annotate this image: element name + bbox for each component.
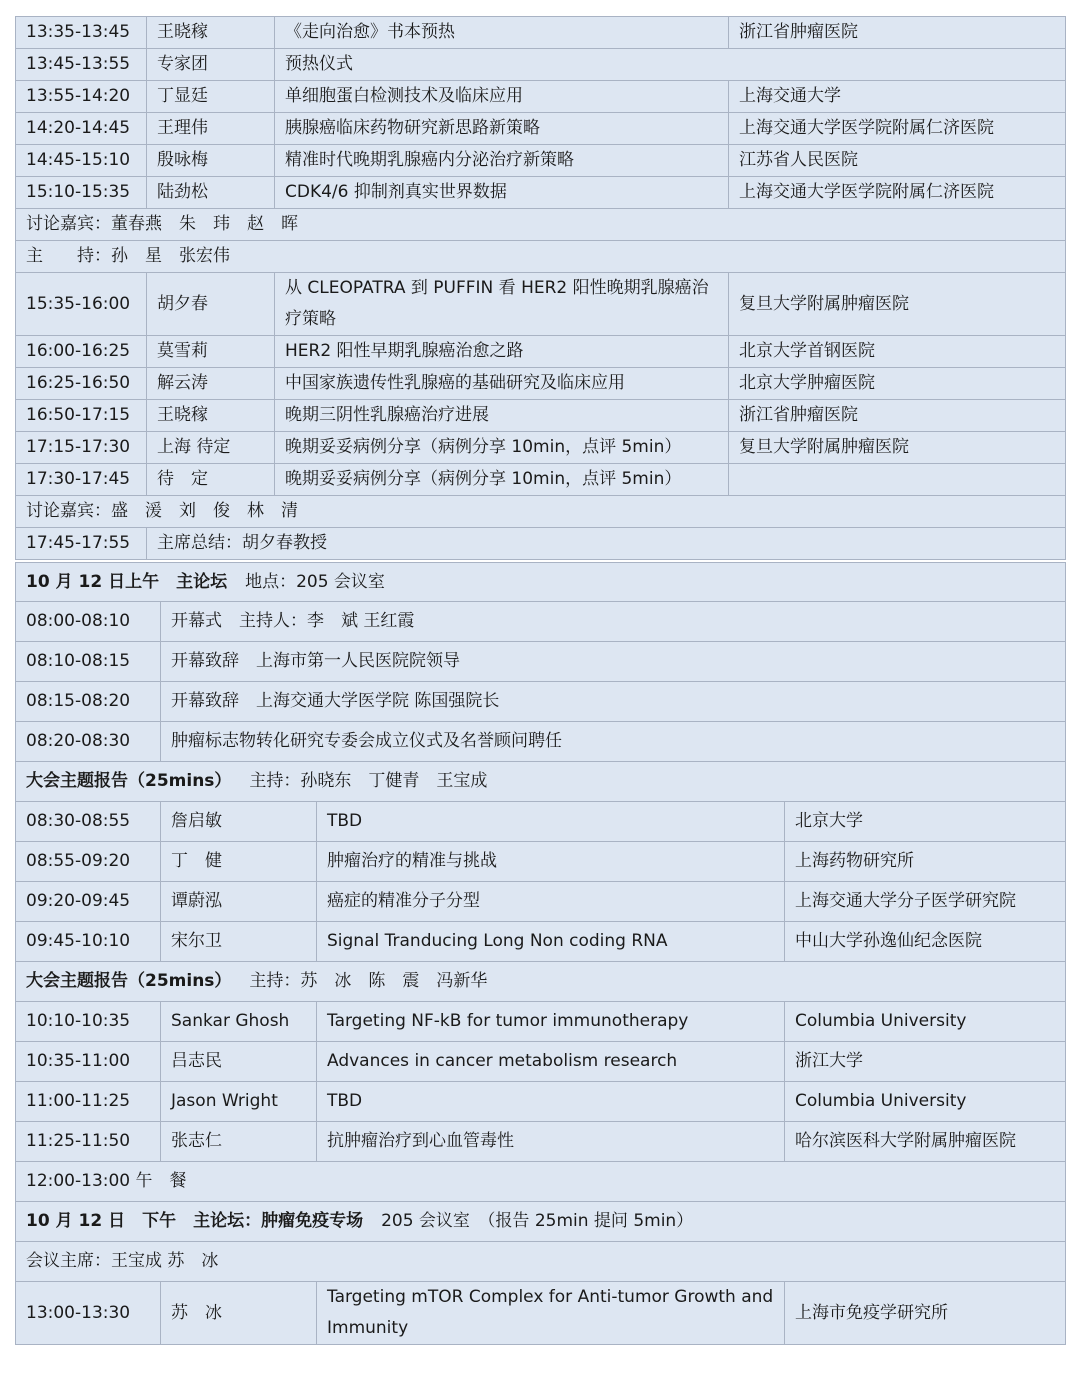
table-row (16, 1082, 1066, 1122)
time-cell: 11:25-11:50 (16, 1122, 161, 1162)
table-row (16, 1042, 1066, 1082)
table-row (16, 496, 1066, 528)
time-cell: 13:35-13:45 (16, 17, 147, 49)
table-row (16, 81, 1066, 113)
org-cell: 上海交通大学医学院附属仁济医院 (729, 113, 1066, 145)
topic-cell: 晚期妥妥病例分享（病例分享 10min，点评 5min） (275, 432, 729, 464)
section-header (16, 1202, 1066, 1242)
time-cell: 16:00-16:25 (16, 336, 147, 368)
table-row (16, 464, 1066, 496)
speaker-cell: Sankar Ghosh (161, 1002, 317, 1042)
topic-cell: 晚期三阴性乳腺癌治疗进展 (275, 400, 729, 432)
table-row (16, 1002, 1066, 1042)
table-row (16, 49, 1066, 81)
time-cell: 10:35-11:00 (16, 1042, 161, 1082)
speaker-cell: 殷咏梅 (147, 145, 275, 177)
time-cell: 14:45-15:10 (16, 145, 147, 177)
table-row (16, 113, 1066, 145)
table-row (16, 177, 1066, 209)
table-row (16, 432, 1066, 464)
speaker-cell: 陆劲松 (147, 177, 275, 209)
topic-cell: Advances in cancer metabolism research (317, 1042, 785, 1082)
time-cell: 17:15-17:30 (16, 432, 147, 464)
time-cell: 17:45-17:55 (16, 528, 147, 560)
speaker-cell: 谭蔚泓 (161, 882, 317, 922)
time-cell: 13:45-13:55 (16, 49, 147, 81)
table-row (16, 145, 1066, 177)
time-cell: 15:35-16:00 (16, 273, 147, 336)
speaker-cell: 王理伟 (147, 113, 275, 145)
morning-header-location: 地点：205 会议室 (245, 572, 385, 592)
time-cell: 17:30-17:45 (16, 464, 147, 496)
afternoon-header-info: 205 会议室 （报告 25min 提问 5min） (381, 1211, 694, 1231)
speaker-cell: 胡夕春 (147, 273, 275, 336)
time-cell: 09:20-09:45 (16, 882, 161, 922)
org-cell: 上海市免疫学研究所 (785, 1282, 1066, 1345)
topic-cell: 抗肿瘤治疗到心血管毒性 (317, 1122, 785, 1162)
table-row (16, 336, 1066, 368)
table-row (16, 922, 1066, 962)
table-row (16, 400, 1066, 432)
speaker-cell: 专家团 (147, 49, 275, 81)
speaker-cell: Jason Wright (161, 1082, 317, 1122)
time-cell: 14:20-14:45 (16, 113, 147, 145)
org-cell: 中山大学孙逸仙纪念医院 (785, 922, 1066, 962)
org-cell: 浙江大学 (785, 1042, 1066, 1082)
section-header (16, 563, 1066, 602)
org-cell: 复旦大学附属肿瘤医院 (729, 273, 1066, 336)
topic-cell: 癌症的精准分子分型 (317, 882, 785, 922)
speaker-cell: 吕志民 (161, 1042, 317, 1082)
time-cell: 13:00-13:30 (16, 1282, 161, 1345)
time-cell: 08:15-08:20 (16, 682, 161, 722)
topic-cell: 《走向治愈》书本预热 (275, 17, 729, 49)
item-cell: 开幕致辞 上海市第一人民医院院领导 (161, 642, 1066, 682)
session-chair: 会议主席：王宝成 苏 冰 (16, 1242, 1066, 1282)
chair-summary: 主席总结：胡夕春教授 (147, 528, 1066, 560)
time-cell: 08:55-09:20 (16, 842, 161, 882)
org-cell: 北京大学 (785, 802, 1066, 842)
time-cell: 08:00-08:10 (16, 602, 161, 642)
section-header (16, 762, 1066, 802)
table-row (16, 528, 1066, 560)
item-cell: 肿瘤标志物转化研究专委会成立仪式及名誉顾问聘任 (161, 722, 1066, 762)
table-row (16, 17, 1066, 49)
table-row (16, 273, 1066, 336)
lunch-break: 12:00-13:00 午 餐 (16, 1162, 1066, 1202)
org-cell: 复旦大学附属肿瘤医院 (729, 432, 1066, 464)
item-cell: 开幕致辞 上海交通大学医学院 陈国强院长 (161, 682, 1066, 722)
topic-cell: CDK4/6 抑制剂真实世界数据 (275, 177, 729, 209)
keynote-title: 大会主题报告（25mins） (26, 771, 232, 791)
table-row (16, 1122, 1066, 1162)
item-cell: 开幕式 主持人：李 斌 王红霞 (161, 602, 1066, 642)
time-cell: 16:50-17:15 (16, 400, 147, 432)
speaker-cell: 丁 健 (161, 842, 317, 882)
org-cell: 北京大学肿瘤医院 (729, 368, 1066, 400)
topic-cell: Targeting mTOR Complex for Anti-tumor Growth and Immunity (317, 1282, 785, 1345)
table-row (16, 642, 1066, 682)
schedule-table-oct12 (15, 562, 1066, 1345)
org-cell: 上海药物研究所 (785, 842, 1066, 882)
table-row (16, 368, 1066, 400)
topic-cell: Targeting NF-kB for tumor immunotherapy (317, 1002, 785, 1042)
time-cell: 15:10-15:35 (16, 177, 147, 209)
org-cell: 浙江省肿瘤医院 (729, 400, 1066, 432)
topic-cell: 精准时代晚期乳腺癌内分泌治疗新策略 (275, 145, 729, 177)
time-cell: 09:45-10:10 (16, 922, 161, 962)
time-cell: 10:10-10:35 (16, 1002, 161, 1042)
time-cell: 13:55-14:20 (16, 81, 147, 113)
keynote-title: 大会主题报告（25mins） (26, 971, 232, 991)
discussion-guests: 讨论嘉宾：董春燕 朱 玮 赵 晖 (16, 209, 1066, 241)
org-cell: 北京大学首钢医院 (729, 336, 1066, 368)
keynote-host: 主持：苏 冰 陈 震 冯新华 (249, 971, 488, 991)
table-row (16, 882, 1066, 922)
table-row (16, 241, 1066, 273)
topic-cell: 中国家族遗传性乳腺癌的基础研究及临床应用 (275, 368, 729, 400)
org-cell (729, 464, 1066, 496)
table-row (16, 682, 1066, 722)
afternoon-header-title: 10 月 12 日 下午 主论坛：肿瘤免疫专场 (26, 1211, 364, 1231)
table-row (16, 209, 1066, 241)
topic-cell: 肿瘤治疗的精准与挑战 (317, 842, 785, 882)
time-cell: 11:00-11:25 (16, 1082, 161, 1122)
table-row (16, 1282, 1066, 1345)
time-cell: 08:20-08:30 (16, 722, 161, 762)
topic-cell: Signal Tranducing Long Non coding RNA (317, 922, 785, 962)
org-cell: 上海交通大学医学院附属仁济医院 (729, 177, 1066, 209)
org-cell: 浙江省肿瘤医院 (729, 17, 1066, 49)
speaker-cell: 张志仁 (161, 1122, 317, 1162)
discussion-guests: 讨论嘉宾：盛 湲 刘 俊 林 清 (16, 496, 1066, 528)
topic-cell: TBD (317, 1082, 785, 1122)
section-header (16, 962, 1066, 1002)
speaker-cell: 莫雪莉 (147, 336, 275, 368)
speaker-cell: 王晓稼 (147, 17, 275, 49)
speaker-cell: 丁显廷 (147, 81, 275, 113)
schedule-table-afternoon-sessions (15, 16, 1066, 560)
speaker-cell: 解云涛 (147, 368, 275, 400)
table-row (16, 802, 1066, 842)
table-row (16, 842, 1066, 882)
org-cell: 江苏省人民医院 (729, 145, 1066, 177)
topic-cell: 从 CLEOPATRA 到 PUFFIN 看 HER2 阳性晚期乳腺癌治疗策略 (275, 273, 729, 336)
org-cell: Columbia University (785, 1082, 1066, 1122)
table-row (16, 722, 1066, 762)
table-row (16, 1162, 1066, 1202)
speaker-cell: 詹启敏 (161, 802, 317, 842)
topic-cell: HER2 阳性早期乳腺癌治愈之路 (275, 336, 729, 368)
org-cell: 上海交通大学分子医学研究院 (785, 882, 1066, 922)
speaker-cell: 宋尔卫 (161, 922, 317, 962)
speaker-cell: 待 定 (147, 464, 275, 496)
topic-cell: 胰腺癌临床药物研究新思路新策略 (275, 113, 729, 145)
org-cell: Columbia University (785, 1002, 1066, 1042)
topic-cell: TBD (317, 802, 785, 842)
topic-cell: 预热仪式 (275, 49, 1066, 81)
time-cell: 08:30-08:55 (16, 802, 161, 842)
topic-cell: 单细胞蛋白检测技术及临床应用 (275, 81, 729, 113)
org-cell: 上海交通大学 (729, 81, 1066, 113)
speaker-cell: 苏 冰 (161, 1282, 317, 1345)
keynote-host: 主持：孙晓东 丁健青 王宝成 (249, 771, 488, 791)
time-cell: 16:25-16:50 (16, 368, 147, 400)
speaker-cell: 上海 待定 (147, 432, 275, 464)
time-cell: 08:10-08:15 (16, 642, 161, 682)
org-cell: 哈尔滨医科大学附属肿瘤医院 (785, 1122, 1066, 1162)
morning-header-title: 10 月 12 日上午 主论坛 (26, 572, 228, 592)
table-row (16, 1242, 1066, 1282)
table-row (16, 602, 1066, 642)
topic-cell: 晚期妥妥病例分享（病例分享 10min，点评 5min） (275, 464, 729, 496)
speaker-cell: 王晓稼 (147, 400, 275, 432)
session-host: 主 持：孙 星 张宏伟 (16, 241, 1066, 273)
